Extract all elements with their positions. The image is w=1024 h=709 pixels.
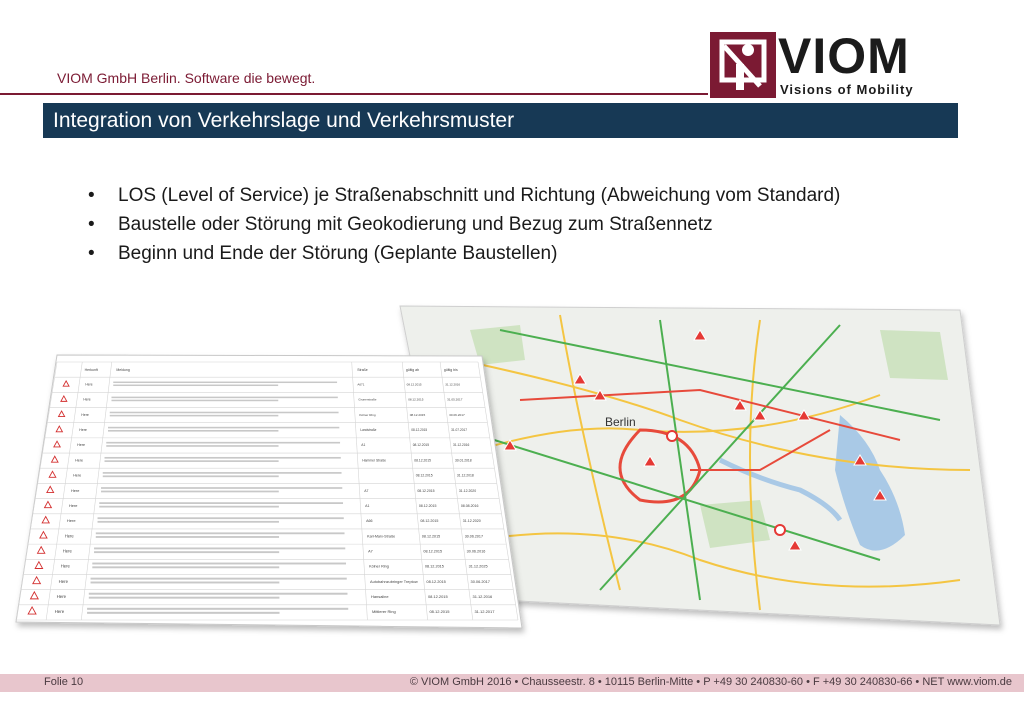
table-cell-valid-from: 08.12.2015 (415, 473, 433, 478)
table-cell-message-line (87, 608, 348, 610)
table-header-cell: gültig ab (405, 368, 420, 373)
table-cell-valid-to: 31.12.2020 (462, 519, 481, 524)
table-cell-message-line (108, 430, 278, 432)
table-cell-valid-from: 08.12.2015 (420, 519, 439, 524)
table-cell-message-line (106, 445, 278, 447)
table-cell-street: Hansaline (371, 593, 389, 599)
table-cell-valid-to: 31.12.2020 (458, 488, 477, 493)
table-cell-street: Grunerstraße (358, 397, 377, 402)
table-cell-valid-from: 08.12.2015 (426, 578, 446, 584)
table-cell-message-line (113, 382, 337, 383)
table-cell-message-line (108, 427, 339, 429)
table-cell-valid-to: 31.12.2016 (472, 593, 493, 599)
table-cell-source: Here (62, 548, 72, 554)
logo-wordmark: VIOM (778, 28, 910, 84)
table-cell-street: Kölner Ring (359, 412, 376, 417)
table-cell-valid-from: 08.12.2015 (412, 443, 430, 448)
table-cell-valid-to: 31.05.2017 (447, 397, 463, 402)
table-cell-source: Here (85, 382, 93, 387)
table-cell-message-line (92, 566, 279, 568)
table-cell-street: Landstraße (360, 428, 377, 433)
table-cell-message-line (89, 593, 348, 595)
table-cell-valid-to: 30.01.2018 (454, 458, 472, 463)
table-cell-valid-to: 30.06.2016 (466, 549, 486, 554)
table-cell-street: Karl-Marx-Straße (367, 534, 396, 539)
table-cell-message-line (111, 397, 337, 399)
bullet-item: • Baustelle oder Störung mit Geokodierung und Bezug zum Straßennetz (88, 211, 840, 240)
table-cell-valid-to: 30.06.2017 (449, 412, 465, 417)
footer (0, 674, 1024, 692)
table-cell-valid-from: 08.12.2015 (429, 609, 450, 615)
table-cell-source: Here (64, 533, 74, 539)
table-cell-source: Here (71, 488, 80, 493)
table-cell-message-line (113, 385, 278, 386)
table-cell-valid-from: 08.12.2015 (414, 458, 431, 463)
table-cell-street: Autobahnzubringer Treptow (370, 578, 418, 584)
table-cell-source: Here (73, 473, 82, 478)
table-cell-valid-from: 08.12.2015 (406, 382, 422, 387)
table-cell-message-line (89, 597, 280, 599)
table-cell-valid-from: 08.12.2015 (427, 593, 448, 599)
roadwork-table-image (16, 355, 522, 628)
table-cell-street: A1 (361, 443, 366, 448)
table-cell-valid-from: 08.12.2015 (411, 428, 428, 433)
table-cell-message-line (103, 475, 279, 477)
table-cell-valid-to: 30.06.2017 (470, 578, 490, 584)
table-cell-source: Here (83, 397, 91, 402)
table-cell-message-line (101, 491, 279, 493)
table-cell-valid-from: 08.12.2015 (409, 412, 426, 417)
table-cell-valid-to: 31.12.2018 (456, 473, 474, 478)
table-header-cell: gültig bis (443, 368, 458, 373)
table-cell-source: Here (77, 443, 86, 448)
table-cell-message-line (92, 563, 346, 565)
bullet-item: • Beginn und Ende der Störung (Geplante Baustellen) (88, 240, 840, 269)
table-cell-valid-to: 31.12.2017 (474, 609, 495, 615)
table-cell-source: Here (68, 502, 78, 508)
table-cell-message-line (105, 457, 341, 459)
table-cell-source: Here (81, 412, 89, 417)
logo-subtitle: Visions of Mobility (780, 82, 914, 97)
table-cell-message-line (110, 412, 339, 414)
footer-copyright: © VIOM GmbH 2016 • Chausseestr. 8 • 10115 Berlin-Mitte • P +49 30 240830-60 • F +49 30 240830-66 • NET www.viom.de (409, 676, 1012, 688)
table-cell-valid-from: 08.12.2015 (417, 488, 435, 493)
table-cell-message-line (98, 517, 344, 519)
table-cell-message-line (105, 460, 279, 462)
table-cell-source: Here (75, 458, 84, 463)
tagline: VIOM GmbH Berlin. Software die bewegt. (57, 70, 316, 86)
table-cell-message-line (96, 532, 345, 534)
table-cell-source: Here (56, 593, 67, 599)
table-cell-street: Mittlerer Ring (371, 609, 396, 615)
table-cell-street: A1 (365, 503, 370, 508)
table-cell-message-line (98, 521, 279, 523)
table-cell-message-line (101, 487, 342, 489)
table-cell-valid-from: 08.12.2015 (424, 564, 444, 569)
table-cell-valid-to: 31.07.2017 (451, 428, 468, 433)
table-header-cell: Meldung (116, 368, 130, 373)
table-cell-message-line (91, 582, 280, 584)
table-cell-message-line (99, 506, 279, 508)
table-cell-message-line (111, 400, 278, 402)
table-cell-valid-to: 31.12.2016 (445, 382, 461, 387)
table-cell-street: A7 (364, 488, 369, 493)
table-cell-valid-to: 31.12.2025 (468, 564, 488, 569)
table-cell-source: Here (79, 428, 87, 433)
table-cell-message-line (94, 547, 345, 549)
table-cell-source: Here (60, 563, 70, 569)
table-cell-valid-to: 08.08.2016 (460, 503, 479, 508)
table-cell-message-line (91, 578, 347, 580)
table-cell-message-line (94, 551, 279, 553)
table-cell-message-line (99, 502, 343, 504)
table-cell-message-line (103, 472, 342, 474)
table-cell-message-line (106, 442, 340, 444)
table-cell-message-line (87, 612, 279, 614)
table-cell-source: Here (66, 518, 76, 524)
table-cell-valid-to: 31.12.2016 (453, 443, 470, 448)
table-cell-valid-from: 08.12.2015 (423, 549, 443, 554)
table-cell-street: A671 (357, 382, 365, 387)
table-cell-source: Here (58, 578, 69, 584)
table-cell-source: Here (54, 609, 65, 615)
table-cell-street: A7 (368, 549, 373, 554)
table-header-cell: Herkunft (84, 368, 98, 373)
table-cell-valid-from: 08.12.2015 (421, 534, 441, 539)
table-cell-street: A66 (366, 519, 373, 524)
slide-number: Folie 10 (44, 676, 84, 688)
table-header-cell: Straße (357, 368, 368, 373)
table-cell-valid-from: 08.12.2015 (408, 397, 424, 402)
table-cell-valid-to: 30.06.2017 (464, 534, 484, 539)
slide-title: Integration von Verkehrslage und Verkehrsmuster (53, 109, 515, 132)
map-city-label: Berlin (605, 415, 636, 429)
table-cell-street: Hammer Straße (362, 458, 386, 463)
table-cell-message-line (110, 415, 279, 417)
bullet-item: • LOS (Level of Service) je Straßenabschnitt und Richtung (Abweichung vom Standard) (88, 182, 840, 211)
table-cell-valid-from: 08.12.2015 (418, 503, 437, 508)
table-cell-street: Kölner Ring (369, 564, 389, 569)
table-cell-message-line (96, 536, 279, 538)
